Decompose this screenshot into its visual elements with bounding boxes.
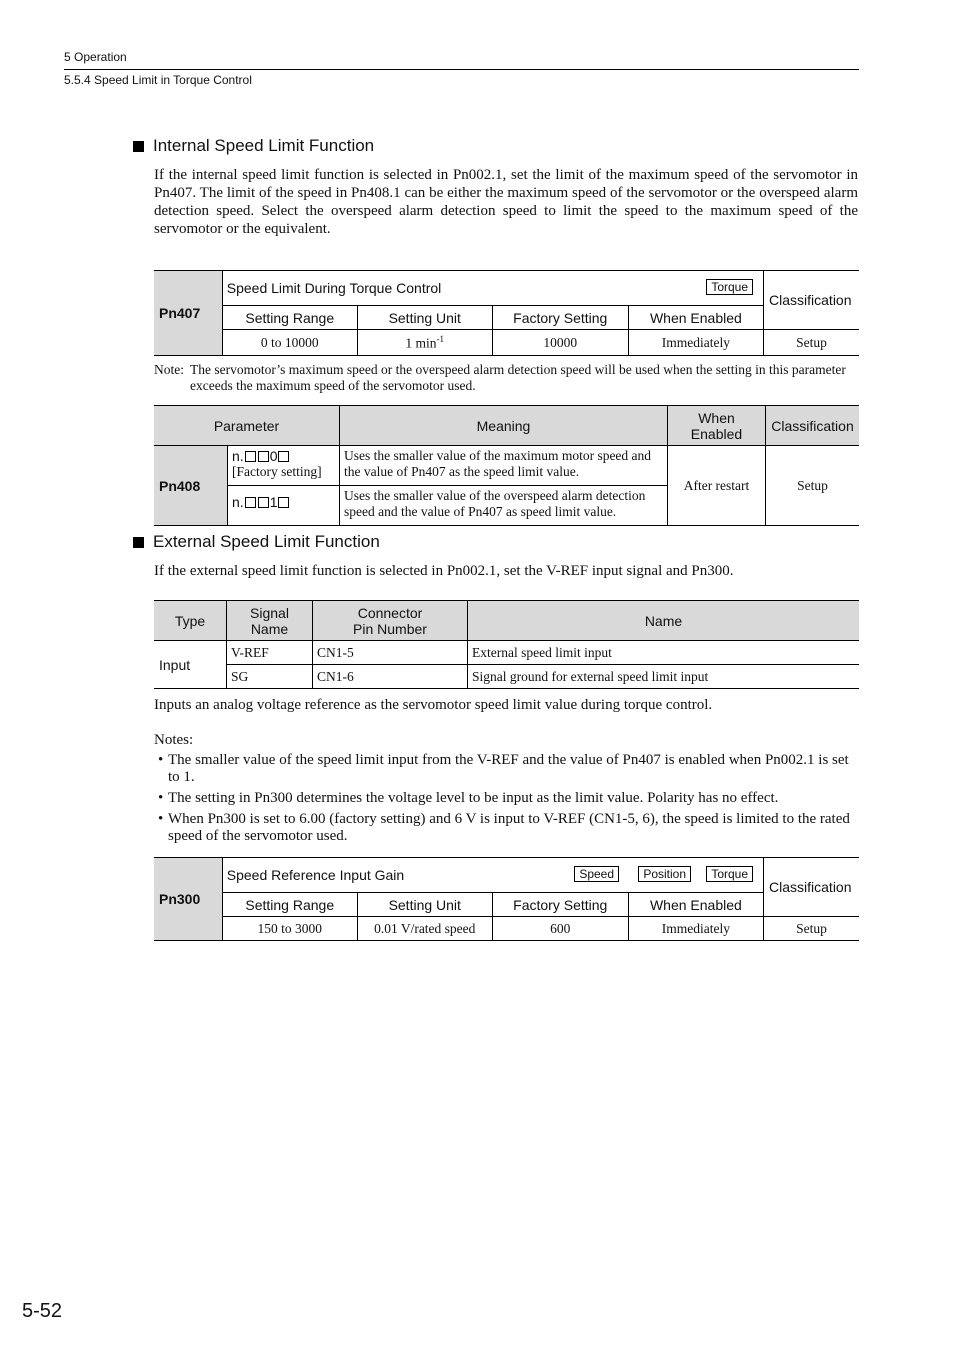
- pn300-table: [154, 857, 859, 941]
- square-bullet-icon: [133, 537, 144, 548]
- note-1: [154, 362, 858, 394]
- signal-row-1-pin: CN1-6: [313, 665, 468, 689]
- pn407-classification-label: Classification: [764, 271, 859, 330]
- header-rule: [64, 69, 859, 70]
- signal-row-1-name: Signal ground for external speed limit input: [472, 668, 709, 684]
- pn300-torque-tag: Torque: [706, 866, 753, 882]
- pn300-enabled-header: When Enabled: [628, 893, 763, 917]
- pn300-factory-header: Factory Setting: [492, 893, 628, 917]
- external-body: If the external speed limit function is selected in Pn002.1, set the V-REF input signal and Pn300.: [154, 563, 734, 579]
- empty-square-icon: [278, 451, 289, 462]
- pn408-row-0-setting: [228, 446, 340, 486]
- pn300-range-header: Setting Range: [222, 893, 357, 917]
- pn407-factory-header: Factory Setting: [492, 306, 628, 330]
- pn300-param: Pn300: [154, 858, 222, 941]
- note-item: • The smaller value of the speed limit input from the V-REF and the value of Pn407 is enabled when Pn002.1 is set to 1.: [154, 752, 858, 786]
- pn407-unit-header: Setting Unit: [357, 306, 492, 330]
- page-number: 5-52: [22, 1300, 63, 1322]
- section-header: 5.5.4 Speed Limit in Torque Control: [64, 73, 252, 87]
- note-item: • The setting in Pn300 determines the voltage level to be input as the limit value. Polarity has no effect.: [154, 790, 858, 807]
- pn407-factory: 10000: [492, 330, 628, 356]
- pn408-classification: Setup: [797, 477, 828, 493]
- pn300-name: Speed Reference Input Gain: [226, 867, 405, 883]
- external-heading: [133, 532, 380, 552]
- notes-label: Notes:: [154, 732, 194, 748]
- signal-row-0-signal: V-REF: [227, 641, 313, 665]
- pn408-row-0-digit: 0: [269, 448, 278, 464]
- pn300-unit: 0.01 V/rated speed: [357, 917, 492, 941]
- signal-type: Input: [154, 641, 227, 689]
- pn408-row-1-digit: 1: [269, 494, 278, 510]
- internal-body: If the internal speed limit function is selected in Pn002.1, set the limit of the maximum speed of the servomotor in Pn407. The limit of the speed in Pn408.1 can be either the maximum speed of the servomotor or the overspeed alarm detection speed. Select the overspeed alarm detection speed to limit the speed to the maximum speed of the servomotor or the equivalent.: [154, 167, 858, 237]
- square-bullet-icon: [133, 141, 144, 152]
- pn300-classification-label: Classification: [764, 858, 859, 917]
- signal-table: [154, 600, 859, 689]
- signal-row-0-pin: CN1-5: [313, 641, 468, 665]
- pn408-row-0-meaning: Uses the smaller value of the maximum motor speed and the value of Pn407 as the speed limit value.: [340, 446, 668, 486]
- pn407-enabled: Immediately: [628, 330, 763, 356]
- connector-header: [313, 601, 468, 641]
- empty-square-icon: [258, 451, 269, 462]
- pn408-parameter-header: Parameter: [154, 406, 340, 446]
- signal-row-1-signal: SG: [227, 665, 313, 689]
- pn408-row-0-prefix: n.: [232, 448, 244, 464]
- pn408-classification-header: Classification: [766, 406, 860, 446]
- empty-square-icon: [258, 497, 269, 508]
- pn408-when-header-2: Enabled: [690, 425, 743, 442]
- notes-list: [154, 752, 858, 849]
- empty-square-icon: [245, 497, 256, 508]
- pn407-param: Pn407: [154, 271, 222, 356]
- pn407-enabled-header: When Enabled: [628, 306, 763, 330]
- pn300-enabled: Immediately: [628, 917, 763, 941]
- pn407-unit: 1 min: [405, 335, 437, 351]
- pn407-unit-sup: -1: [436, 333, 445, 344]
- pn300-unit-header: Setting Unit: [357, 893, 492, 917]
- pn407-torque-tag: Torque: [706, 279, 753, 295]
- signal-header-1: Signal: [250, 604, 289, 621]
- pn408-when-header-1: When: [698, 409, 735, 426]
- pn408-meaning-header: Meaning: [340, 406, 668, 446]
- note-1-label: Note:: [154, 362, 184, 377]
- internal-heading: [133, 136, 374, 156]
- signal-name-header: [227, 601, 313, 641]
- pn407-range: 0 to 10000: [222, 330, 357, 356]
- pn300-factory: 600: [492, 917, 628, 941]
- pn408-when-header: [668, 406, 766, 446]
- pn407-unit-cell: [357, 330, 492, 356]
- empty-square-icon: [278, 497, 289, 508]
- chapter-header: 5 Operation: [64, 50, 127, 64]
- pn407-classification: Setup: [796, 334, 827, 350]
- pn300-classification: Setup: [796, 920, 827, 936]
- empty-square-icon: [245, 451, 256, 462]
- pn408-row-1-setting: [228, 486, 340, 526]
- inputs-text: Inputs an analog voltage reference as the servomotor speed limit value during torque control.: [154, 697, 713, 713]
- pn408-param: Pn408: [154, 446, 228, 526]
- pn407-name: Speed Limit During Torque Control: [226, 280, 442, 296]
- note-1-text: The servomotor’s maximum speed or the overspeed alarm detection speed will be used when the setting in this parameter exceeds the maximum speed of the servomotor used.: [190, 362, 846, 393]
- pn407-range-header: Setting Range: [222, 306, 357, 330]
- external-heading-text: External Speed Limit Function: [153, 532, 380, 551]
- connector-header-2: Pin Number: [353, 620, 427, 637]
- connector-header-1: Connector: [357, 604, 423, 621]
- signal-row-0-name: External speed limit input: [468, 641, 860, 665]
- internal-heading-text: Internal Speed Limit Function: [153, 136, 375, 155]
- signal-type-header: Type: [154, 601, 227, 641]
- signal-desc-header: Name: [468, 601, 860, 641]
- pn408-table: [154, 405, 859, 526]
- pn408-row-1-prefix: n.: [232, 494, 244, 510]
- pn408-row-1-meaning: Uses the smaller value of the overspeed alarm detection speed and the value of Pn407 as speed limit value.: [340, 486, 668, 526]
- pn408-row-0-sub: [Factory setting]: [232, 464, 322, 479]
- pn300-range: 150 to 3000: [222, 917, 357, 941]
- signal-header-2: Name: [250, 620, 289, 637]
- pn300-speed-tag: Speed: [574, 866, 619, 882]
- pn407-table: [154, 270, 859, 356]
- pn300-position-tag: Position: [638, 866, 691, 882]
- note-item: • When Pn300 is set to 6.00 (factory setting) and 6 V is input to V-REF (CN1-5, 6), the speed is limited to the rated speed of the servomotor used.: [154, 811, 858, 845]
- pn408-enabled: After restart: [668, 446, 766, 526]
- pn300-name-cell: [222, 858, 763, 893]
- pn407-name-cell: [222, 271, 763, 306]
